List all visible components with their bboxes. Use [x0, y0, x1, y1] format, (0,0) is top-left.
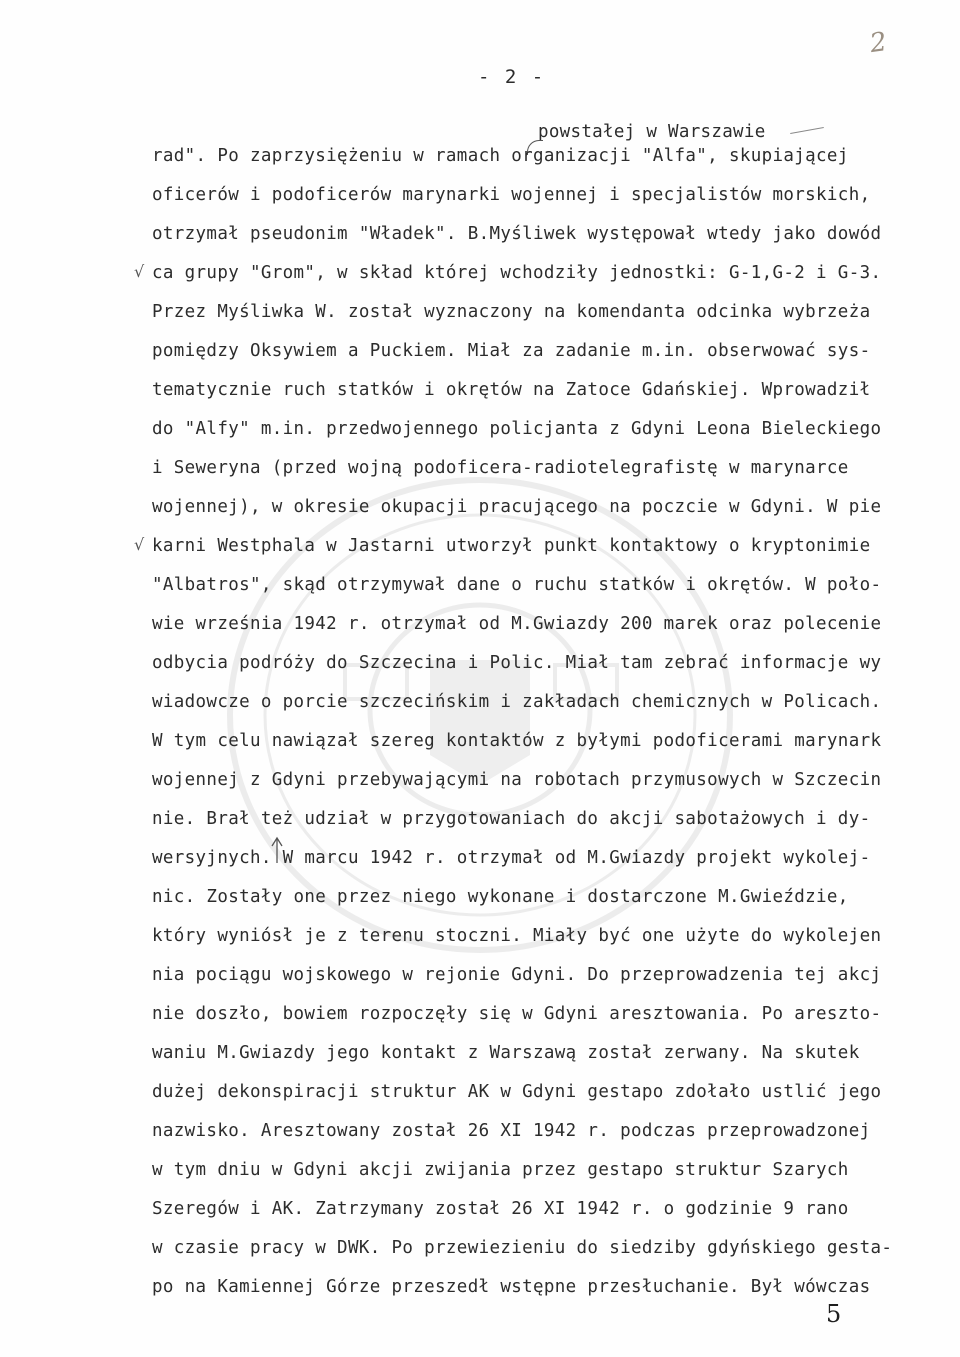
text-line: dużej dekonspiracji struktur AK w Gdyni gestapo zdołało ustlić jego: [152, 1082, 882, 1102]
text-line: w tym dniu w Gdyni akcji zwijania przez gestapo struktur Szarych: [152, 1160, 849, 1180]
text-line: i Seweryna (przed wojną podoficera-radiotelegrafistę w marynarce: [152, 458, 849, 478]
insertion-stroke: [790, 127, 824, 134]
text-line: nie doszło, bowiem rozpoczęły się w Gdyni aresztowania. Po areszto-: [152, 1004, 882, 1024]
text-line: tematycznie ruch statków i okrętów na Zatoce Gdańskiej. Wprowadził: [152, 380, 871, 400]
handwritten-insertion: powstałej w Warszawie: [538, 122, 766, 142]
text-line: wersyjnych. W marcu 1942 r. otrzymał od M.Gwiazdy projekt wykolej-: [152, 848, 871, 868]
text-line: nia pociągu wojskowego w rejonie Gdyni. Do przeprowadzenia tej akcj: [152, 965, 882, 985]
text-line: waniu M.Gwiazdy jego kontakt z Warszawą został zerwany. Na skutek: [152, 1043, 860, 1063]
text-line: nazwisko. Aresztowany został 26 XI 1942 r. podczas przeprowadzonej: [152, 1121, 871, 1141]
text-line: odbycia podróży do Szczecina i Polic. Miał tam zebrać informacje wy: [152, 653, 882, 673]
text-line: wojennej), w okresie okupacji pracującego na poczcie w Gdyni. W pie: [152, 497, 882, 517]
text-line: oficerów i podoficerów marynarki wojennej i specjalistów morskich,: [152, 185, 871, 205]
text-line: ca grupy "Grom", w skład której wchodziły jednostki: G-1,G-2 i G-3.: [152, 263, 882, 283]
margin-check-mark: √: [134, 262, 145, 281]
handwritten-page-mark: 2: [867, 26, 889, 60]
text-line: W tym celu nawiązał szereg kontaktów z byłymi podoficerami marynark: [152, 731, 882, 751]
text-line: do "Alfy" m.in. przedwojennego policjanta z Gdyni Leona Bieleckiego: [152, 419, 882, 439]
text-line: w czasie pracy w DWK. Po przewiezieniu do siedziby gdyńskiego gesta-: [152, 1238, 893, 1258]
folio-number: 5: [826, 1300, 842, 1328]
text-line: wiadowcze o porcie szczecińskim i zakładach chemicznych w Policach.: [152, 692, 882, 712]
text-line: wie września 1942 r. otrzymał od M.Gwiazdy 200 marek oraz polecenie: [152, 614, 882, 634]
text-line: Przez Myśliwka W. został wyznaczony na komendanta odcinka wybrzeża: [152, 302, 871, 322]
text-line: rad". Po zaprzysiężeniu w ramach organizacji "Alfa", skupiającej: [152, 146, 849, 166]
text-line: Szeregów i AK. Zatrzymany został 26 XI 1942 r. o godzinie 9 rano: [152, 1199, 849, 1219]
text-line: karni Westphala w Jastarni utworzył punkt kontaktowy o kryptonimie: [152, 536, 871, 556]
page-number: - 2 -: [478, 66, 546, 88]
handwritten-insertion-arrow: [270, 836, 284, 864]
text-line: nic. Zostały one przez niego wykonane i dostarczone M.Gwieździe,: [152, 887, 849, 907]
text-line: wojennej z Gdyni przebywającymi na robotach przymusowych w Szczecin: [152, 770, 882, 790]
text-line: pomiędzy Oksywiem a Puckiem. Miał za zadanie m.in. obserwować sys-: [152, 341, 871, 361]
margin-check-mark: √: [134, 535, 145, 554]
text-line: otrzymał pseudonim "Władek". B.Myśliwek występował wtedy jako dowód: [152, 224, 882, 244]
text-line: po na Kamiennej Górze przeszedł wstępne przesłuchanie. Był wówczas: [152, 1277, 871, 1297]
text-line: "Albatros", skąd otrzymywał dane o ruchu statków i okrętów. W poło-: [152, 575, 882, 595]
text-line: który wyniósł je z terenu stoczni. Miały być one użyte do wykolejen: [152, 926, 882, 946]
text-line: nie. Brał też udział w przygotowaniach do akcji sabotażowych i dy-: [152, 809, 871, 829]
